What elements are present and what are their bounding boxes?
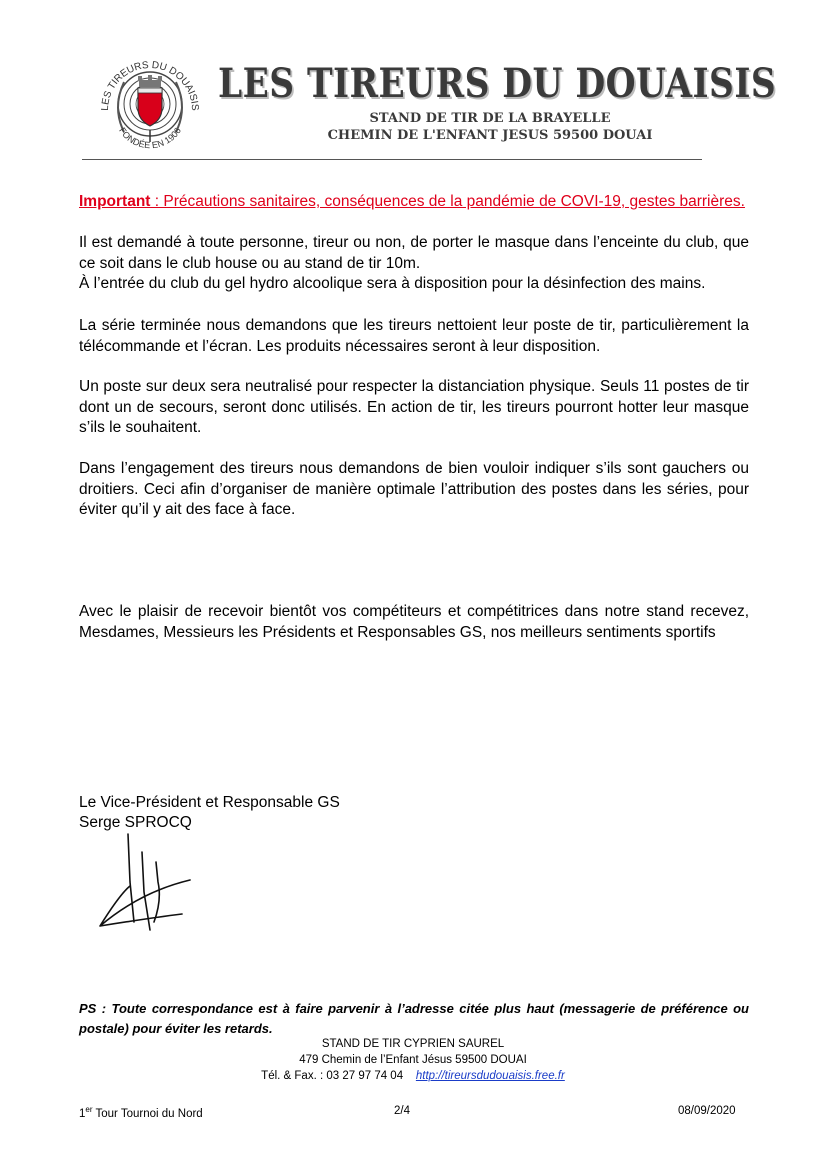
letterhead [80,46,777,166]
address-line-1: STAND DE TIR CYPRIEN SAUREL [321,1038,505,1050]
phone-fax: Tél. & Fax. : 03 27 97 74 04 [261,1070,404,1082]
svg-text:FONDÉE EN 1906: FONDÉE EN 1906 [117,125,183,151]
signatory-name: Serge SPROCQ [79,814,192,831]
important-text: : Précautions sanitaires, conséquences de la pandémie de COVI-19, gestes barrières. [150,193,745,210]
important-notice [79,192,749,213]
address-line-2: 479 Chemin de l’Enfant Jésus 59500 DOUAI [299,1054,527,1066]
club-subtitle: STAND DE TIR DE LA BRAYELLE [369,111,611,126]
club-logo-icon [94,48,206,160]
signatory-role: Le Vice-Président et Responsable GS [79,794,340,811]
footer-date: 08/09/2020 [678,1105,736,1117]
website-link[interactable]: http://tireursdudouaisis.free.fr [415,1070,565,1082]
svg-text:LES TIREURS DU DOUAISIS: LES TIREURS DU DOUAISIS [99,59,201,112]
header-divider [82,159,702,160]
club-address: CHEMIN DE L'ENFANT JESUS 59500 DOUAI [327,128,653,143]
handwritten-signature [90,822,250,942]
paragraph-closing: Avec le plaisir de recevoir bientôt vos compétiteurs et compétitrices dans notre stand recevez, Mesdames, Messieurs les Présidents et Responsables GS, nos meilleurs sentiments sportifs [79,603,749,641]
paragraph-handedness: Dans l’engagement des tireurs nous demandons de bien vouloir indiquer s’ils sont gauchers ou droitiers. Ceci afin d’organiser de manière optimale l’attribution des postes dans les séries, pour éviter qu’il y ait des face à face. [79,460,749,518]
footer-event: 1er Tour Tournoi du Nord [79,1105,203,1120]
contact-line [200,1068,626,1084]
club-title: LES TIREURS DU DOUAISIS [218,60,777,107]
paragraph-cleaning: La série terminée nous demandons que les tireurs nettoient leur poste de tir, particulièrement la télécommande et l’écran. Les produits nécessaires seront à leur disposition. [79,317,749,355]
paragraph-distancing: Un poste sur deux sera neutralisé pour respecter la distanciation physique. Seuls 11 postes de tir dont un de secours, seront donc utilisés. En action de tir, les tireurs pourront hotter leur masque s’ils le souhaitent. [79,378,749,436]
important-label: Important [79,193,151,210]
paragraph-mask: Il est demandé à toute personne, tireur ou non, de porter le masque dans l’enceinte du club, que ce soit dans le club house ou au stand de tir 10m. [79,234,749,272]
postscript: PS : Toute correspondance est à faire parvenir à l’adresse citée plus haut (messagerie de préférence ou postale) pour éviter les retards. [79,1001,749,1036]
paragraph-gel: À l’entrée du club du gel hydro alcoolique sera à disposition pour la désinfection des mains. [79,275,706,292]
footer-page-number: 2/4 [394,1105,410,1117]
